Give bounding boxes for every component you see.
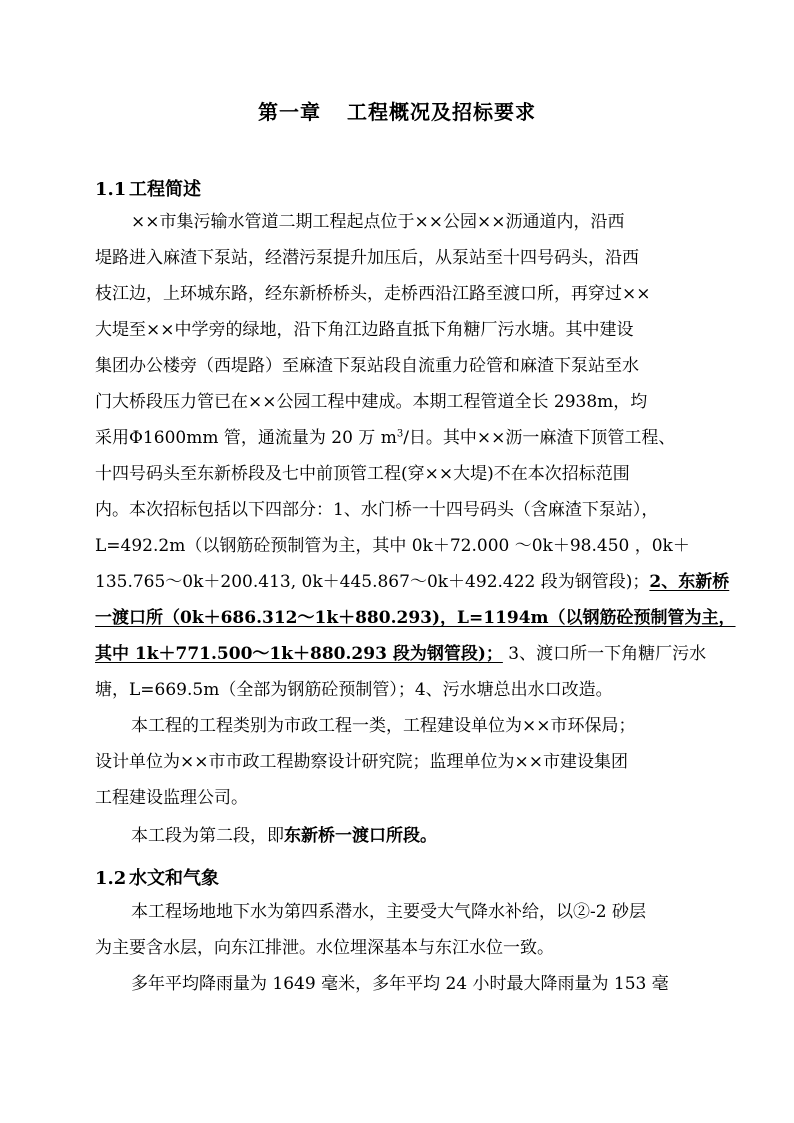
paragraph-line xyxy=(95,428,705,448)
paragraph-line: 多年平均降雨量为 1649 毫米，多年平均 24 小时最大降雨量为 153 毫 xyxy=(131,974,669,994)
paragraph-line: 枝江边，上环城东路，经东新桥桥头，走桥西沿江路至渡口所，再穿过×× xyxy=(95,284,651,304)
section-number: 1.2 xyxy=(95,868,127,889)
paragraph-line: 十四号码头至东新桥段及七中前顶管工程(穿××大堤)不在本次招标范围 xyxy=(95,464,630,484)
section-number: 1.1 xyxy=(95,179,127,200)
highlighted-text: 其中 1k＋771.500～1k＋880.293 段为钢管段)； xyxy=(95,644,503,664)
superscript: 3 xyxy=(396,428,404,440)
paragraph-line: 工程建设监理公司。 xyxy=(95,788,248,808)
paragraph-line: 集团办公楼旁（西堤路）至麻渣下泵站段自流重力砼管和麻渣下泵站至水 xyxy=(95,356,639,376)
text-segment: /日。其中××沥一麻渣下顶管工程、 xyxy=(403,428,676,448)
paragraph-line: 设计单位为××市市政工程勘察设计研究院；监理单位为××市建设集团 xyxy=(95,752,628,772)
section-title: 工程简述 xyxy=(129,179,201,200)
paragraph-line xyxy=(95,644,705,664)
paragraph-line: 本工程场地地下水为第四系潜水，主要受大气降水补给，以②-2 砂层 xyxy=(131,902,646,922)
text-segment: 本工段为第二段，即 xyxy=(131,826,284,846)
paragraph-line: 堤路进入麻渣下泵站，经潜污泵提升加压后，从泵站至十四号码头，沿西 xyxy=(95,248,639,268)
paragraph-line: 为主要含水层，向东江排泄。水位埋深基本与东江水位一致。 xyxy=(95,938,554,958)
paragraph-line xyxy=(95,572,730,592)
paragraph-line: 塘，L=669.5m（全部为钢筋砼预制管）；4、污水塘总出水口改造。 xyxy=(95,680,613,700)
paragraph-line: 大堤至××中学旁的绿地，沿下角江边路直抵下角糖厂污水塘。其中建设 xyxy=(95,320,634,340)
paragraph-line xyxy=(131,826,705,846)
bold-text: 东新桥一渡口所段。 xyxy=(284,826,437,846)
paragraph-line: 本工程的工程类别为市政工程一类，工程建设单位为××市环保局； xyxy=(131,716,636,736)
section-title: 水文和气象 xyxy=(129,868,219,889)
paragraph-line: L=492.2m（以钢筋砼预制管为主，其中 0k＋72.000 ～0k＋98.450 ，0k＋ xyxy=(95,536,690,556)
section-heading-1-2 xyxy=(95,864,219,890)
chapter-title xyxy=(0,96,794,125)
text-segment: 3、渡口所一下角糖厂污水 xyxy=(502,644,707,664)
text-segment: 采用Φ1600mm 管，通流量为 20 万 m xyxy=(95,428,397,448)
paragraph-line: 门大桥段压力管已在××公园工程中建成。本期工程管道全长 2938m，均 xyxy=(95,392,648,412)
section-heading-1-1 xyxy=(95,175,201,201)
paragraph-line-highlighted: 一渡口所（0k＋686.312～1k＋880.293)，L=1194m（以钢筋砼预制管为主， xyxy=(95,608,736,628)
chapter-heading: 工程概况及招标要求 xyxy=(347,100,536,124)
chapter-number: 第一章 xyxy=(258,100,321,124)
paragraph-line: ××市集污输水管道二期工程起点位于××公园××沥通道内，沿西 xyxy=(131,212,625,232)
paragraph-line: 内。本次招标包括以下四部分：1、水门桥一十四号码头（含麻渣下泵站）， xyxy=(95,500,659,520)
highlighted-text: 2、东新桥 xyxy=(649,572,730,592)
text-segment: 135.765～0k＋200.413, 0k＋445.867～0k＋492.422 段为钢管段)； xyxy=(95,572,650,592)
